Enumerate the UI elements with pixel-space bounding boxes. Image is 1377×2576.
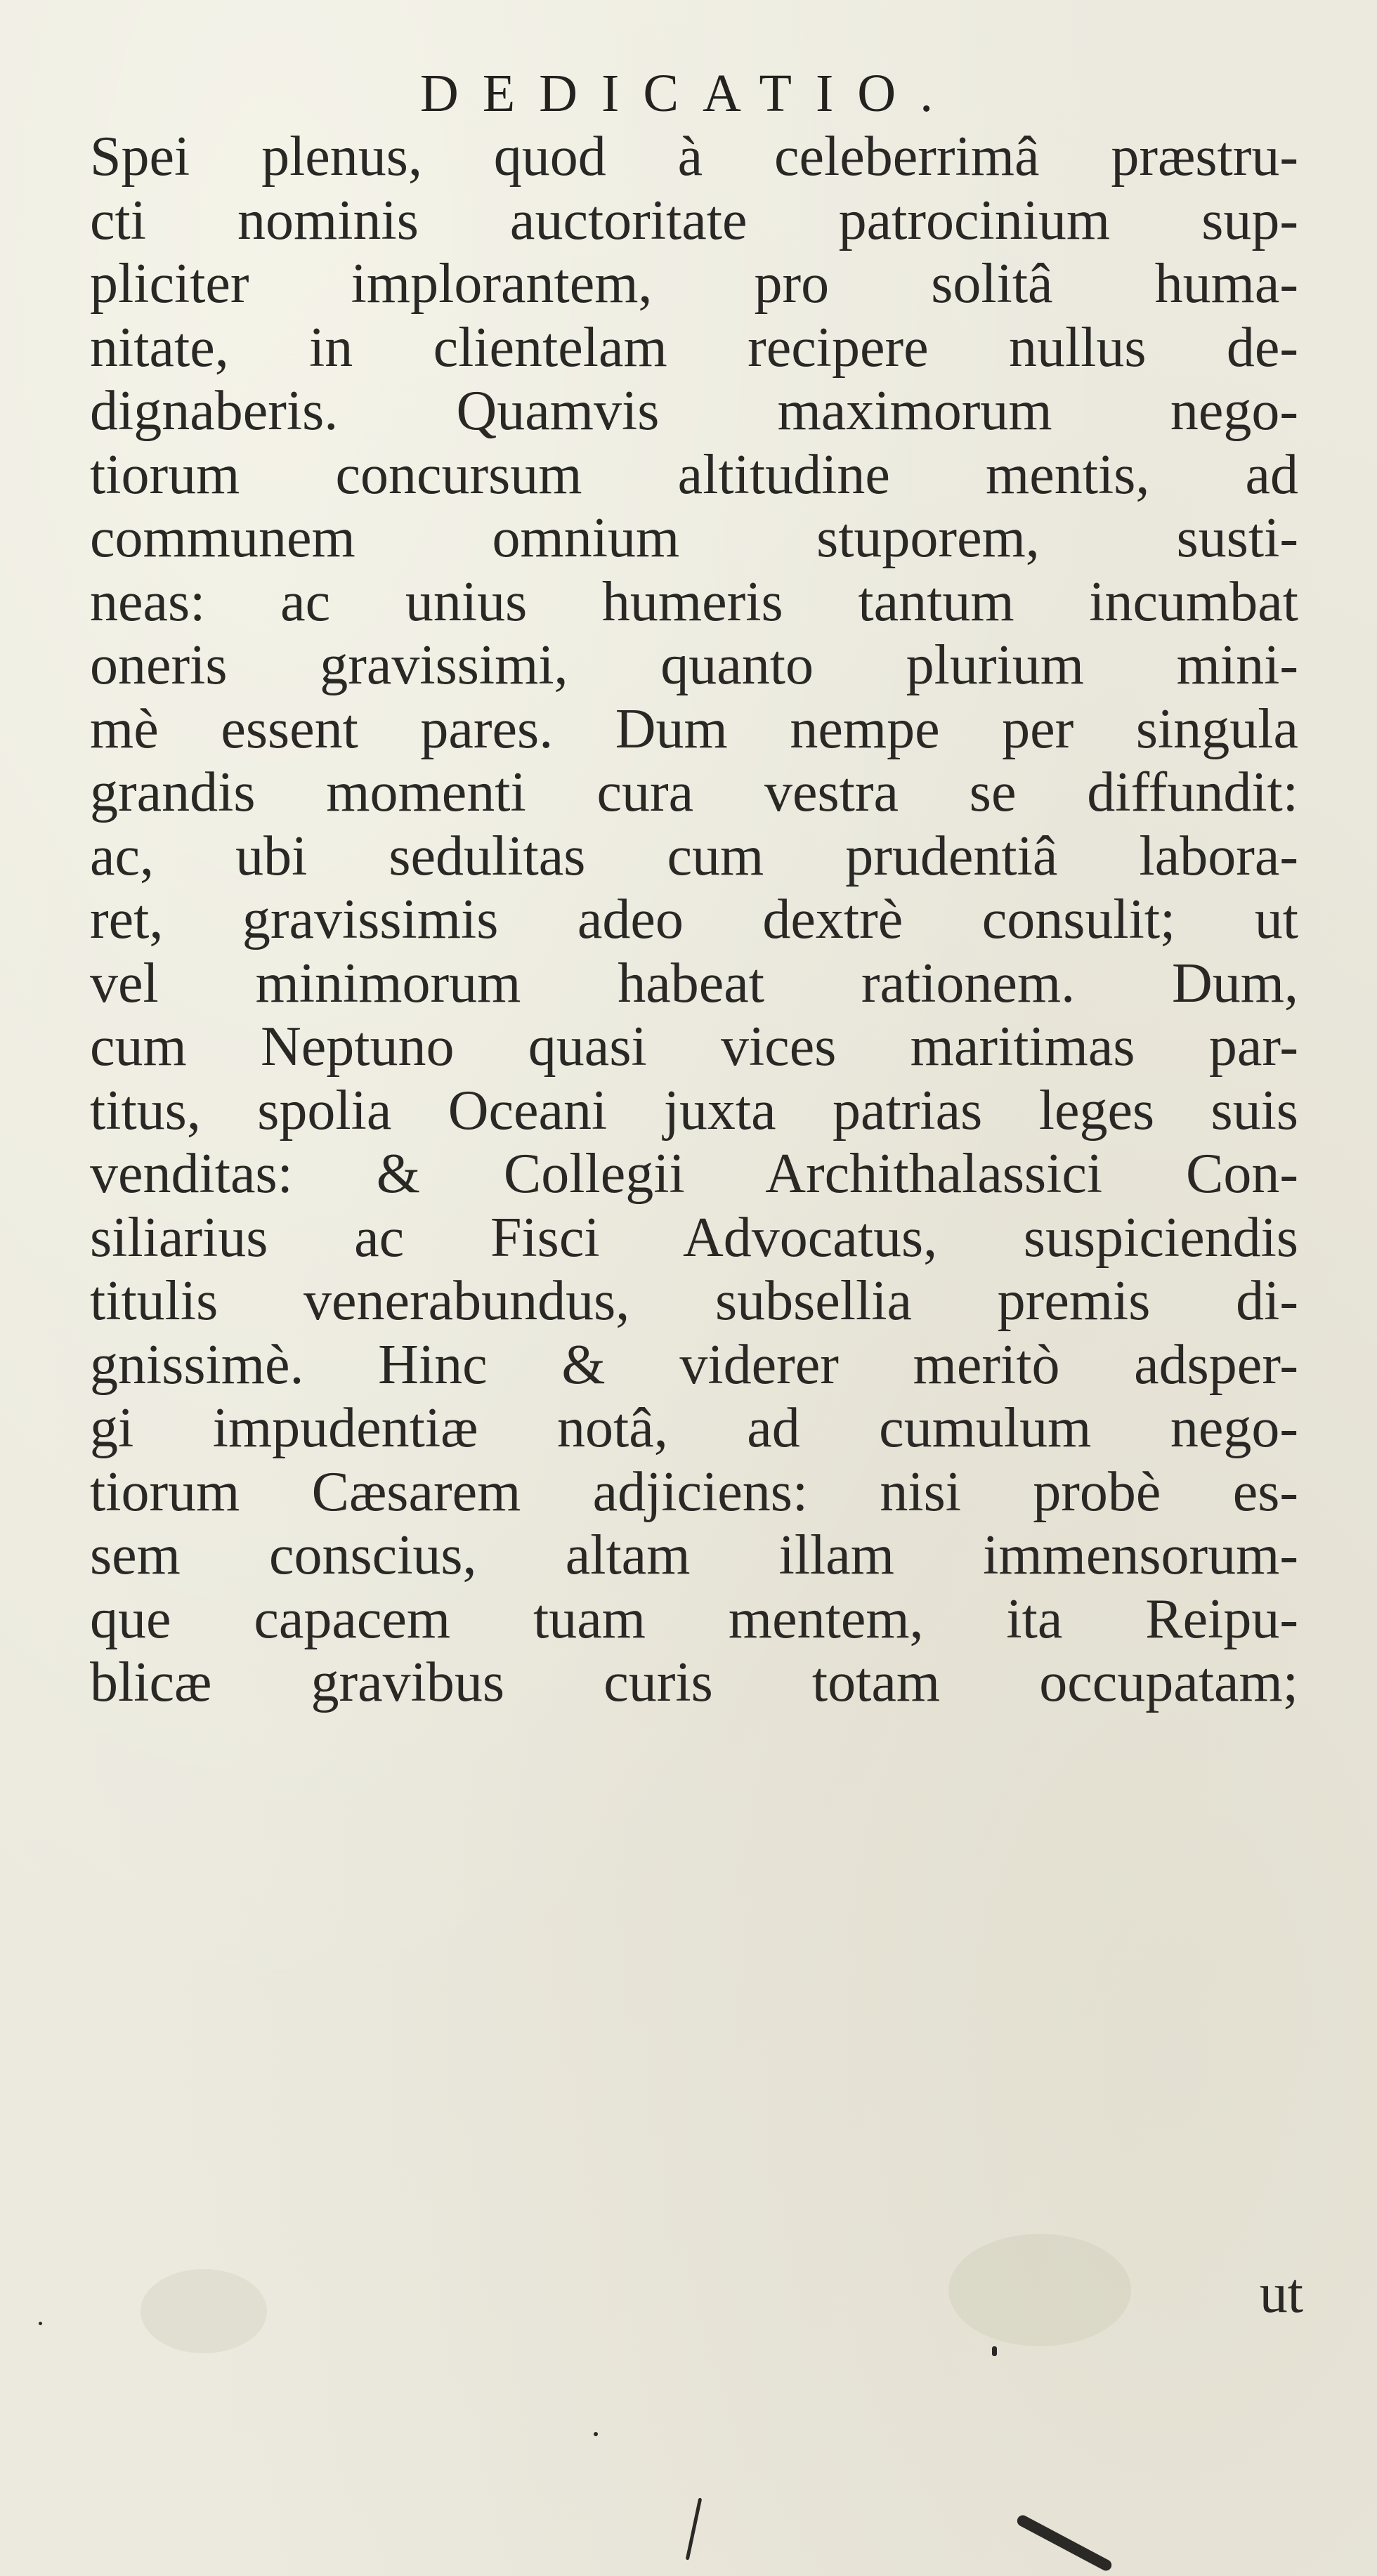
text-line: mè essent pares. Dum nempe per singula: [90, 698, 1298, 760]
text-line: titus, spolia Oceani juxta patrias leges suis: [90, 1079, 1298, 1142]
text-line: Spei plenus, quod à celeberrimâ præstru-: [90, 126, 1298, 188]
catchword: ut: [1259, 2263, 1303, 2325]
text-line: siliarius ac Fisci Advocatus, suspiciendis: [90, 1206, 1298, 1269]
ink-stroke: [686, 2497, 703, 2560]
text-line: oneris gravissimi, quanto plurium mini-: [90, 634, 1298, 696]
running-head: DEDICATIO.: [419, 64, 958, 123]
text-line: cum Neptuno quasi vices maritimas par-: [90, 1016, 1298, 1078]
ink-speck: [992, 2346, 997, 2356]
text-line: pliciter implorantem, pro solitâ huma-: [90, 253, 1298, 315]
text-line: gnissimè. Hinc & viderer meritò adsper-: [90, 1333, 1298, 1396]
text-line: grandis momenti cura vestra se diffundit:: [90, 761, 1298, 823]
ink-stroke: [1015, 2513, 1114, 2573]
text-line: que capacem tuam mentem, ita Reipu-: [90, 1588, 1298, 1650]
text-line: communem omnium stuporem, susti-: [90, 507, 1298, 569]
paper-stain: [141, 2269, 267, 2353]
text-line: ac, ubi sedulitas cum prudentiâ labora-: [90, 825, 1298, 887]
text-line: ret, gravissimis adeo dextrè consulit; ut: [90, 889, 1298, 950]
text-line: cti nominis auctoritate patrocinium sup-: [90, 189, 1298, 251]
ink-speck: [594, 2432, 598, 2436]
text-line: dignaberis. Quamvis maximorum nego-: [90, 380, 1298, 442]
text-line: neas: ac unius humeris tantum incumbat: [90, 570, 1298, 633]
body-text: [90, 125, 1298, 1715]
text-line: gi impudentiæ notâ, ad cumulum nego-: [90, 1397, 1298, 1459]
text-line: tiorum Cæsarem adjiciens: nisi probè es-: [90, 1460, 1298, 1523]
text-line: nitate, in clientelam recipere nullus de-: [90, 316, 1298, 379]
ink-speck: [39, 2322, 42, 2325]
text-line: blicæ gravibus curis totam occupatam;: [90, 1652, 1298, 1713]
text-line: venditas: & Collegii Archithalassici Con-: [90, 1143, 1298, 1205]
text-line: sem conscius, altam illam immensorum-: [90, 1524, 1298, 1586]
text-line: titulis venerabundus, subsellia premis di-: [90, 1270, 1298, 1332]
paper-stain: [948, 2234, 1131, 2346]
text-line: tiorum concursum altitudine mentis, ad: [90, 443, 1298, 506]
text-line: vel minimorum habeat rationem. Dum,: [90, 952, 1298, 1014]
